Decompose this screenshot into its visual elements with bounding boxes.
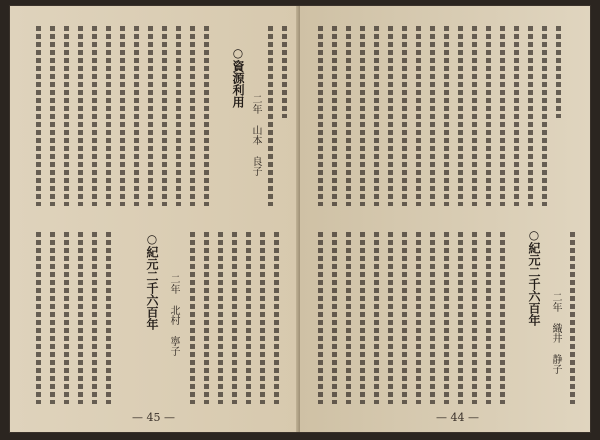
text-column	[78, 26, 83, 206]
text-column	[570, 232, 575, 404]
text-column	[190, 232, 195, 404]
open-book-scan	[10, 6, 590, 432]
essay-title: ○紀元二千六百年	[527, 228, 541, 326]
text-column	[162, 26, 167, 206]
text-column	[318, 26, 323, 206]
text-column	[430, 232, 435, 404]
text-column	[50, 26, 55, 206]
text-column	[374, 232, 379, 404]
text-column	[458, 232, 463, 404]
text-column	[282, 26, 287, 118]
text-column	[106, 26, 111, 206]
text-column	[148, 26, 153, 206]
text-column	[246, 232, 251, 404]
text-column	[232, 232, 237, 404]
essay-title: ○紀元二千六百年	[145, 232, 159, 330]
text-column	[78, 232, 83, 404]
text-column	[92, 232, 97, 404]
text-column	[204, 232, 209, 404]
text-column	[444, 26, 449, 206]
text-column	[486, 26, 491, 206]
text-column	[360, 232, 365, 404]
text-column	[190, 26, 195, 206]
text-column	[92, 26, 97, 206]
text-column	[106, 232, 111, 404]
text-column	[36, 26, 41, 206]
text-column	[374, 26, 379, 206]
left-page	[10, 6, 300, 432]
text-column	[556, 26, 561, 118]
text-column	[332, 232, 337, 404]
text-column	[486, 232, 491, 404]
text-column	[402, 232, 407, 404]
text-column	[500, 26, 505, 206]
text-column	[64, 232, 69, 404]
text-column	[204, 26, 209, 206]
text-column	[50, 232, 55, 404]
essay-title: ○資源利用	[231, 46, 245, 108]
text-column	[176, 26, 181, 206]
text-column	[360, 26, 365, 206]
text-column	[332, 26, 337, 206]
essay-author: 二年 織井 静子	[550, 292, 561, 374]
text-column	[472, 232, 477, 404]
text-column	[388, 26, 393, 206]
text-column	[514, 26, 519, 206]
text-column	[36, 232, 41, 404]
text-column	[318, 232, 323, 404]
essay-author: 二年 山本 良子	[250, 94, 261, 176]
text-column	[260, 232, 265, 404]
text-column	[528, 26, 533, 206]
text-column	[346, 232, 351, 404]
text-column	[134, 26, 139, 206]
text-column	[388, 232, 393, 404]
text-column	[416, 26, 421, 206]
text-column	[402, 26, 407, 206]
text-column	[458, 26, 463, 206]
text-column	[268, 26, 273, 206]
text-column	[218, 232, 223, 404]
text-column	[416, 232, 421, 404]
text-column	[346, 26, 351, 206]
text-column	[472, 26, 477, 206]
text-column	[120, 26, 125, 206]
text-column	[430, 26, 435, 206]
text-column	[500, 232, 505, 404]
right-page	[300, 6, 590, 432]
text-column	[274, 232, 279, 404]
page-number: — 45 —	[132, 411, 175, 424]
text-column	[542, 26, 547, 206]
text-column	[64, 26, 69, 206]
text-column	[444, 232, 449, 404]
essay-author: 二年 北村 寧子	[168, 274, 179, 356]
page-number: — 44 —	[436, 411, 479, 424]
